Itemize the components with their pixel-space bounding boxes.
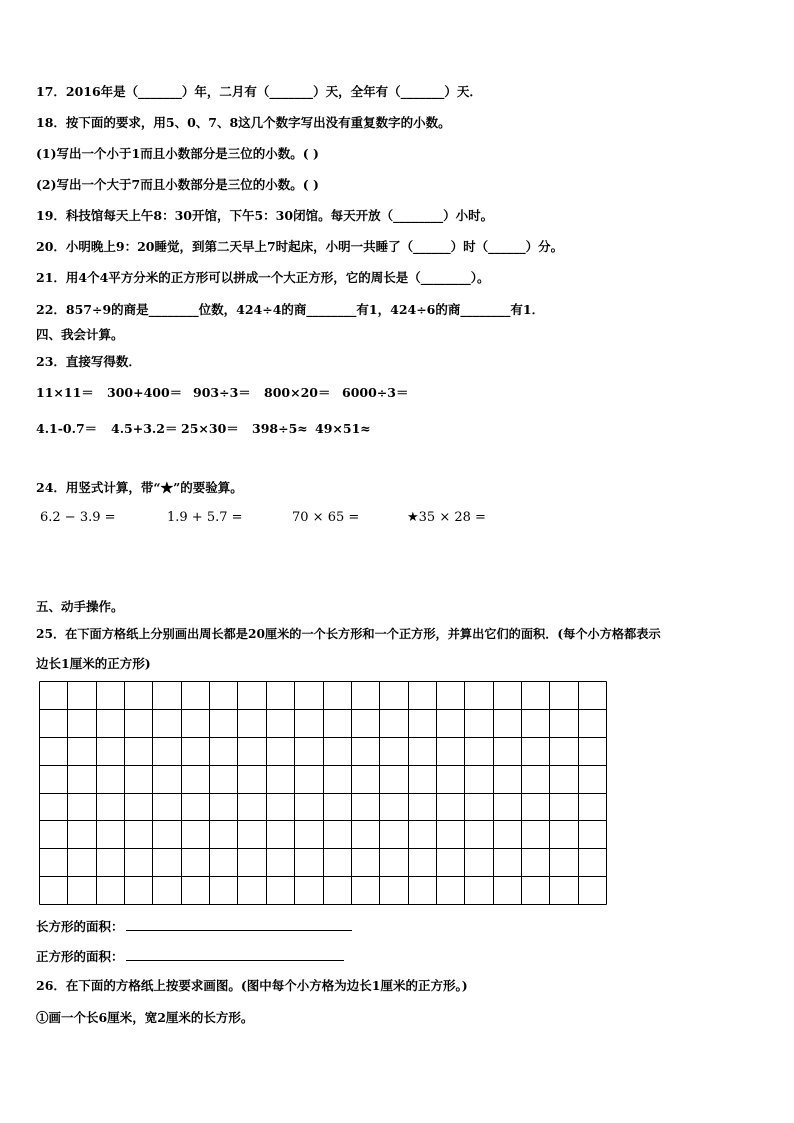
section-4-heading: 四、我会计算。: [36, 327, 124, 342]
vertical-calc: ★35 × 28 =: [407, 510, 486, 525]
rectangle-area-row: [36, 918, 352, 935]
mental-calc: 49×51≈: [315, 421, 371, 436]
mental-calc: 398÷5≈: [252, 421, 308, 436]
rectangle-area-label: 长方形的面积：: [36, 919, 124, 934]
grid-paper[interactable]: [39, 681, 607, 905]
question-18-part-2: (2)写出一个大于7而且小数部分是三位的小数。( ): [36, 177, 319, 192]
section-5-heading: 五、动手操作。: [36, 599, 124, 614]
question-26: 26．在下面的方格纸上按要求画图。(图中每个小方格为边长1厘米的正方形。): [36, 978, 468, 993]
mental-calc: 300+400＝: [107, 385, 183, 400]
question-26-part-1: ①画一个长6厘米，宽2厘米的长方形。: [36, 1010, 254, 1025]
question-18: 18．按下面的要求，用5、0、7、8这几个数字写出没有重复数字的小数。: [36, 115, 451, 130]
mental-calc: 903÷3＝: [193, 385, 251, 400]
question-21: 21．用4个4平方分米的正方形可以拼成一个大正方形，它的周长是（________）。: [36, 270, 490, 285]
mental-calc: 25×30＝: [181, 421, 239, 436]
question-22: 22．857÷9的商是________位数，424÷4的商________有1，424÷6的商________有1．: [36, 302, 545, 317]
square-area-label: 正方形的面积：: [36, 949, 124, 964]
mental-calc: 6000÷3＝: [342, 385, 409, 400]
mental-calc: 4.1-0.7＝: [36, 421, 98, 436]
question-23: 23．直接写得数．: [36, 354, 141, 369]
question-20: 20．小明晚上9：20睡觉，到第二天早上7时起床，小明一共睡了（______）时（______）分。: [36, 239, 564, 254]
mental-calc: 4.5+3.2＝: [111, 421, 178, 436]
question-25-continued: 边长1厘米的正方形): [36, 656, 151, 671]
vertical-calc: 6.2 − 3.9 =: [40, 510, 116, 525]
question-24: 24．用竖式计算，带“★”的要验算。: [36, 480, 243, 495]
question-17: 17．2016年是（_______）年，二月有（_______）天，全年有（_______）天．: [36, 84, 482, 99]
question-19: 19．科技馆每天上午8：30开馆，下午5：30闭馆。每天开放（________）小时。: [36, 208, 494, 223]
rectangle-area-answer-line[interactable]: [126, 918, 352, 931]
mental-calc: 800×20＝: [264, 385, 331, 400]
question-25: 25．在下面方格纸上分别画出周长都是20厘米的一个长方形和一个正方形，并算出它们的面积．(每个小方格都表示: [36, 627, 661, 641]
mental-calc: 11×11＝: [36, 385, 94, 400]
square-area-answer-line[interactable]: [126, 948, 344, 961]
vertical-calc: 70 × 65 =: [292, 510, 360, 525]
square-area-row: [36, 948, 344, 965]
vertical-calc: 1.9 + 5.7 =: [167, 510, 243, 525]
question-18-part-1: (1)写出一个小于1而且小数部分是三位的小数。( ): [36, 146, 319, 161]
